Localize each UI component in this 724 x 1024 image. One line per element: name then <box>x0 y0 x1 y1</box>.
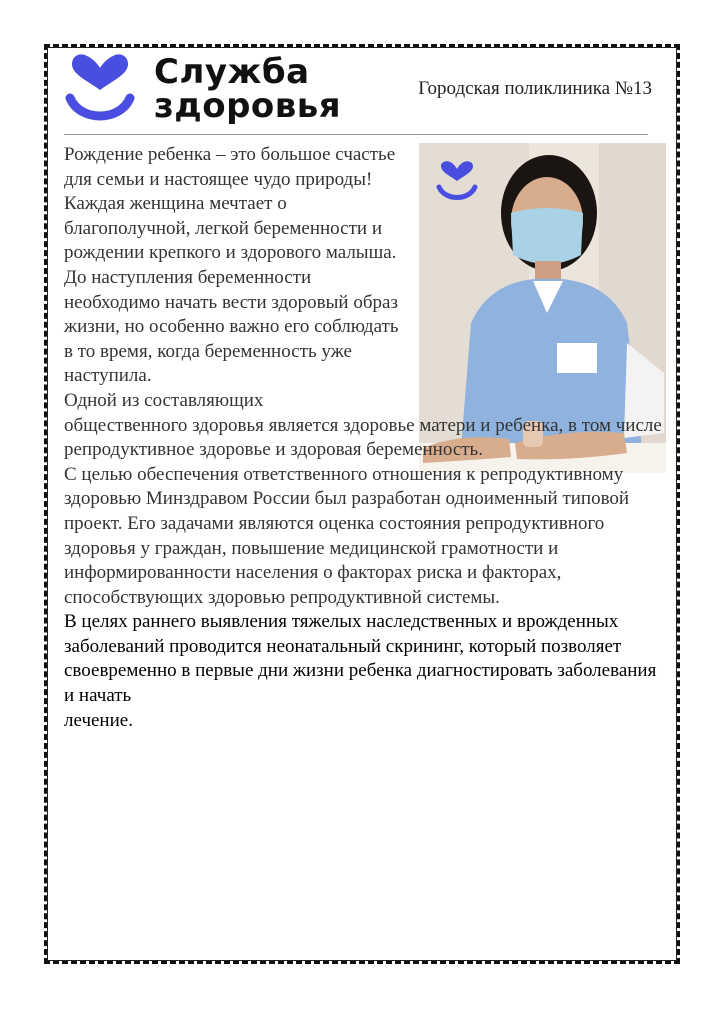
clinic-name: Городская поликлиника №13 <box>418 78 652 99</box>
paragraph-2: Каждая женщина мечтает о благополучной, легкой беременности и рождении крепкого и здорового малыша. До наступления беременности необходимо начать вести здоровый образ жизни, но особенно важно его соблюдать в то время, когда беременность уже наступила. <box>64 193 399 387</box>
header-divider <box>64 134 648 135</box>
logo-line-2: здоровья <box>154 86 342 126</box>
logo-wordmark <box>154 52 342 126</box>
logo-line-1: Служба <box>154 52 310 92</box>
paragraph-3b: общественного здоровья является здоровье матери и ребенка, в том числе репродуктивное здоровье и здоровая беременность. <box>64 414 662 461</box>
paragraph-1: Рождение ребенка – это большое счастье для семьи и настоящее чудо природы! <box>64 144 396 190</box>
paragraph-4: С целью обеспечения ответственного отношения к репродуктивному здоровью Минздравом России был разработан одноименный типовой проект. Его задачами являются оценка состояния репродуктивного здоровья у граждан, повышение медицинской грамотности и информированности населения о факторах риска и факторах, способствующих здоровью репродуктивной системы. <box>64 463 630 608</box>
article-body <box>64 143 664 733</box>
paragraph-5-end: лечение. <box>64 709 133 731</box>
paragraph-5: В целях раннего выявления тяжелых наследственных и врожденных заболеваний проводится неонатальный скрининг, который позволяет своевременно в первые дни жизни ребенка диагностировать заболевания и начать <box>64 611 657 707</box>
paragraph-3a: Одной из составляющих <box>64 389 264 411</box>
